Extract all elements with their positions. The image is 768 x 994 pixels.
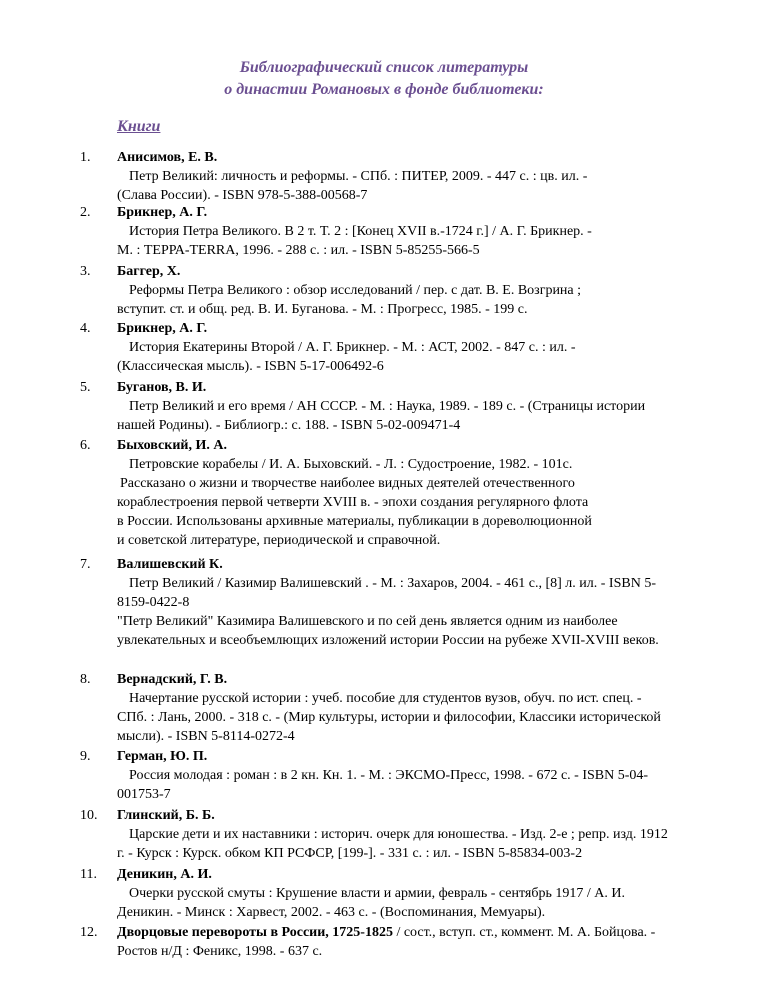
list-item [0, 865, 768, 923]
title-line-2: о династии Романовых в фонде библиотеки: [224, 81, 544, 98]
entry-annotation: в России. Использованы архивные материалы, публикации в дореволюционной [117, 514, 592, 529]
list-item [0, 436, 768, 555]
entry-text: Реформы Петра Великого : обзор исследований / пер. с дат. В. Е. Возгрина ; [129, 283, 582, 298]
entry-author: Баггер, Х. [117, 264, 181, 279]
entry-text: 001753-7 [117, 787, 171, 802]
section-heading-books: Книги [117, 118, 161, 135]
entry-number: 12. [80, 925, 98, 940]
entry-text: Очерки русской смуты : Крушение власти и армии, февраль - сентябрь 1917 / А. И. [129, 886, 625, 901]
entry-text: Начертание русской истории : учеб. пособие для студентов вузов, обуч. по ист. спец. - [129, 691, 642, 706]
entry-text: вступит. ст. и общ. ред. В. И. Буганова. - М. : Прогресс, 1985. - 199 с. [117, 302, 528, 317]
entry-text: Петр Великий / Казимир Валишевский . - М. : Захаров, 2004. - 461 с., [8] л. ил. - ISBN 5- [129, 576, 656, 591]
entry-text: Россия молодая : роман : в 2 кн. Кн. 1. - М. : ЭКСМО-Пресс, 1998. - 672 с. - ISBN 5-04- [129, 768, 649, 783]
entry-number: 11. [80, 867, 97, 882]
entry-author: Брикнер, А. Г. [117, 321, 208, 336]
entry-annotation: кораблестроения первой четверти XVIII в. - эпохи создания регулярного флота [117, 495, 589, 510]
entry-author: Буганов, В. И. [117, 380, 207, 395]
list-item [0, 203, 768, 262]
entry-text: Ростов н/Д : Феникс, 1998. - 637 с. [117, 944, 323, 959]
entry-number: 4. [80, 321, 91, 336]
page-title [0, 57, 768, 101]
bibliography-list [0, 148, 768, 963]
title-line-1: Библиографический список литературы [239, 59, 529, 76]
entry-text: Петровские корабелы / И. А. Быховский. - Л. : Судостроение, 1982. - 101с. [129, 457, 573, 472]
entry-text: мысли). - ISBN 5-8114-0272-4 [117, 729, 295, 744]
entry-heading [117, 923, 729, 942]
entry-annotation: "Петр Великий" Казимира Валишевского и по сей день является одним из наиболее [117, 614, 618, 629]
entry-number: 6. [80, 438, 91, 453]
entry-text: (Слава России). - ISBN 978-5-388-00568-7 [117, 188, 368, 203]
entry-number: 10. [80, 808, 98, 823]
entry-author: Герман, Ю. П. [117, 749, 208, 764]
entry-text: М. : ТЕРРА-TERRA, 1996. - 288 с. : ил. - ISBN 5-85255-566-5 [117, 243, 480, 258]
entry-text: 8159-0422-8 [117, 595, 190, 610]
entry-text: Петр Великий и его время / АН СССР. - М. : Наука, 1989. - 189 с. - (Страницы истории [129, 399, 646, 414]
entry-annotation: Рассказано о жизни и творчестве наиболее видных деятелей отечественного [120, 476, 575, 491]
list-item [0, 923, 768, 963]
entry-author: Деникин, А. И. [117, 867, 212, 882]
entry-author: Вернадский, Г. В. [117, 672, 228, 687]
list-item [0, 806, 768, 865]
entry-author: Глинский, Б. Б. [117, 808, 215, 823]
entry-text: Царские дети и их наставники : историч. очерк для юношества. - Изд. 2-е ; репр. изд. 1912 [129, 827, 668, 842]
entry-author: Анисимов, Е. В. [117, 150, 218, 165]
entry-annotation: увлекательных и всеобъемлющих изложений истории России на рубеже XVII-XVIII веков. [117, 633, 659, 648]
entry-number: 5. [80, 380, 91, 395]
list-item [0, 555, 768, 670]
entry-text: СПб. : Лань, 2000. - 318 с. - (Мир культуры, истории и философии, Классики исторической [117, 710, 661, 725]
entry-number: 8. [80, 672, 91, 687]
entry-text: нашей Родины). - Библиогр.: с. 188. - ISBN 5-02-009471-4 [117, 418, 461, 433]
entry-text: (Классическая мысль). - ISBN 5-17-006492-6 [117, 359, 384, 374]
list-item [0, 747, 768, 806]
entry-text: Деникин. - Минск : Харвест, 2002. - 463 с. - (Воспоминания, Мемуары). [117, 905, 546, 920]
entry-text: История Петра Великого. В 2 т. Т. 2 : [Конец XVII в.-1724 г.] / А. Г. Брикнер. - [129, 224, 592, 239]
entry-text: История Екатерины Второй / А. Г. Брикнер. - М. : АСТ, 2002. - 847 с. : ил. - [129, 340, 576, 355]
entry-number: 7. [80, 557, 91, 572]
entry-author: Брикнер, А. Г. [117, 205, 208, 220]
entry-number: 1. [80, 150, 91, 165]
list-item [0, 670, 768, 747]
entry-author: Дворцовые перевороты в России, 1725-1825 [117, 925, 393, 940]
entry-text: Петр Великий: личность и реформы. - СПб. : ПИТЕР, 2009. - 447 с. : цв. ил. - [129, 169, 588, 184]
list-item [0, 148, 768, 203]
list-item [0, 378, 768, 436]
entry-author: Валишевский К. [117, 557, 223, 572]
entry-author: Быховский, И. А. [117, 438, 227, 453]
entry-text: / сост., вступ. ст., коммент. М. А. Бойцова. - [392, 925, 656, 940]
entry-annotation: и советской литературе, периодической и справочной. [117, 533, 441, 548]
list-item [0, 319, 768, 378]
entry-number: 9. [80, 749, 91, 764]
entry-text: г. - Курск : Курск. обком КП РСФСР, [199-]. - 331 с. : ил. - ISBN 5-85834-003-2 [117, 846, 583, 861]
entry-number: 3. [80, 264, 91, 279]
entry-number: 2. [80, 205, 91, 220]
list-item [0, 262, 768, 319]
